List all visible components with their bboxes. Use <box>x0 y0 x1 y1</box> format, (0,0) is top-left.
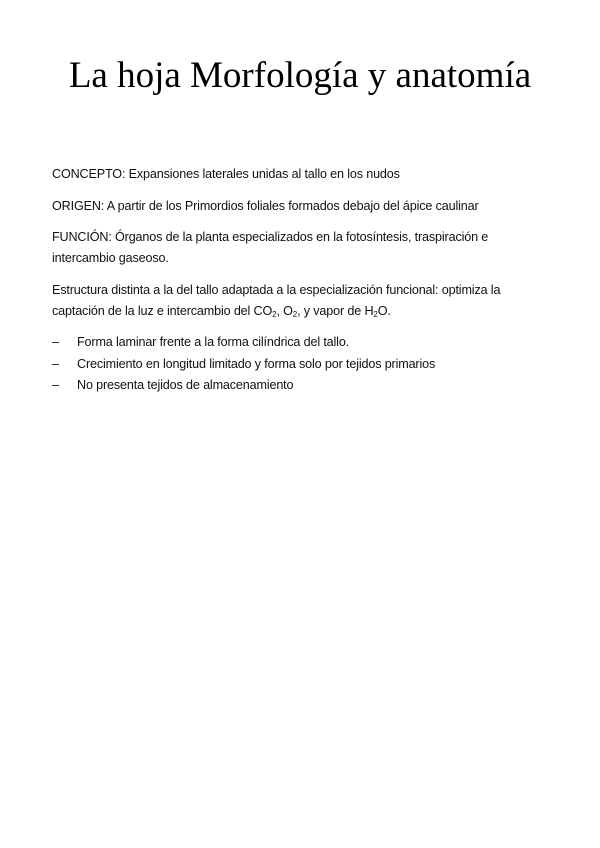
page-title: La hoja Morfología y anatomía <box>68 55 532 96</box>
estructura-end: O. <box>377 303 391 318</box>
estructura-text: Estructura distinta a la del tallo adaptada a la especialización funcional: optimiza la captación de la luz e intercambio del CO <box>52 282 501 318</box>
document-body <box>52 164 552 397</box>
list-item <box>52 332 552 354</box>
bullet-list <box>52 332 552 397</box>
subscript-o2: 2 <box>292 309 298 319</box>
list-item-text: No presenta tejidos de almacenamiento <box>77 378 294 392</box>
paragraph-funcion: FUNCIÓN: Órganos de la planta especializados en la fotosíntesis, traspiración e intercambio gaseoso. <box>52 230 489 265</box>
list-item <box>52 375 552 397</box>
subscript-h2o: 2 <box>373 309 378 319</box>
estructura-sep-o2: , O <box>276 303 293 318</box>
paragraph-concepto: CONCEPTO: Expansiones laterales unidas al tallo en los nudos <box>52 167 400 181</box>
bullet-dash: – <box>52 378 59 392</box>
bullet-dash: – <box>52 335 59 349</box>
paragraph-estructura <box>52 280 552 322</box>
subscript-co2: 2 <box>272 309 277 319</box>
list-item-text: Forma laminar frente a la forma cilíndrica del tallo. <box>77 335 350 349</box>
estructura-sep-h2o: , y vapor de H <box>297 303 374 318</box>
list-item-text: Crecimiento en longitud limitado y forma solo por tejidos primarios <box>77 356 436 371</box>
paragraph-origen: ORIGEN: A partir de los Primordios foliales formados debajo del ápice caulinar <box>52 198 479 213</box>
bullet-dash: – <box>52 356 59 371</box>
list-item <box>52 354 552 376</box>
